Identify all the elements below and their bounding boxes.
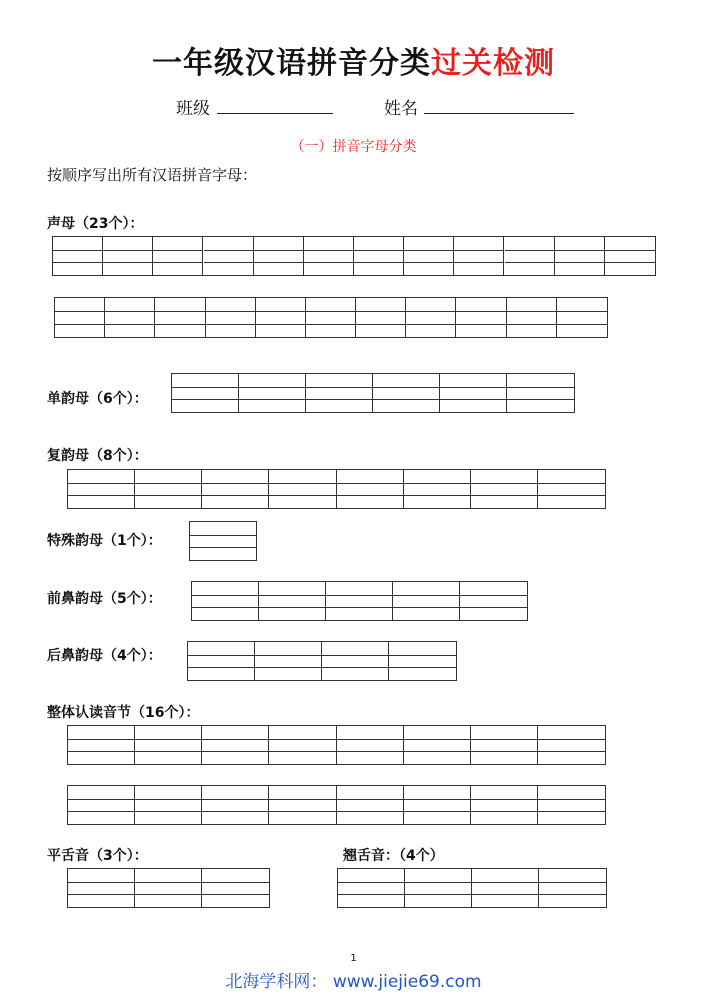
grid-cell[interactable] [135, 786, 202, 824]
grid-cell[interactable] [555, 237, 605, 275]
grid-cell[interactable] [202, 786, 269, 824]
grid-cell[interactable] [507, 298, 557, 337]
grid-cell[interactable] [337, 726, 404, 764]
grid-cell[interactable] [322, 642, 389, 680]
class-blank[interactable] [217, 113, 333, 114]
grid-cell[interactable] [202, 470, 269, 508]
grid-cell[interactable] [255, 642, 322, 680]
grid-cell[interactable] [105, 298, 155, 337]
grid-cell[interactable] [239, 374, 306, 412]
grid-cell[interactable] [472, 869, 539, 907]
label-shengmu: 声母（23个）： [47, 216, 144, 232]
grid-cell[interactable] [393, 582, 460, 620]
grid-cell[interactable] [256, 298, 306, 337]
grid-cell[interactable] [204, 237, 254, 275]
grid-cell[interactable] [471, 786, 538, 824]
grid-cell[interactable] [471, 726, 538, 764]
grid-cell[interactable] [338, 869, 405, 907]
grid-cell[interactable] [206, 298, 256, 337]
title-highlight: 过关检测 [431, 46, 555, 81]
grid-cell[interactable] [103, 237, 153, 275]
grid-cell[interactable] [135, 470, 202, 508]
grid-cell[interactable] [404, 786, 471, 824]
grid-cell[interactable] [254, 237, 304, 275]
label-pingshe: 平舌音（3个）： [47, 848, 148, 864]
grid-cell[interactable] [326, 582, 393, 620]
grid-cell[interactable] [373, 374, 440, 412]
writing-grid-teshu-yunmu[interactable] [189, 521, 257, 561]
grid-cell[interactable] [306, 374, 373, 412]
grid-cell[interactable] [507, 374, 574, 412]
grid-cell[interactable] [356, 298, 406, 337]
writing-grid-dan-yunmu[interactable] [171, 373, 575, 413]
grid-cell[interactable] [155, 298, 205, 337]
grid-cell[interactable] [269, 726, 336, 764]
grid-cell[interactable] [172, 374, 239, 412]
grid-cell[interactable] [354, 237, 404, 275]
grid-cell[interactable] [404, 726, 471, 764]
section-title: （一）拼音字母分类 [290, 139, 417, 155]
grid-cell[interactable] [153, 237, 203, 275]
grid-cell[interactable] [306, 298, 356, 337]
page-title [0, 38, 707, 82]
grid-cell[interactable] [539, 869, 606, 907]
writing-grid-fu-yunmu[interactable] [67, 469, 606, 509]
writing-grid-zhengti-row2[interactable] [67, 785, 606, 825]
grid-cell[interactable] [188, 642, 255, 680]
grid-cell[interactable] [404, 237, 454, 275]
label-dan-yunmu: 单韵母（6个）： [47, 391, 148, 407]
grid-cell[interactable] [135, 726, 202, 764]
grid-cell[interactable] [202, 726, 269, 764]
grid-cell[interactable] [454, 237, 504, 275]
label-zhengti-rendu: 整体认读音节（16个）： [47, 705, 200, 721]
label-houbi-yunmu: 后鼻韵母（4个）： [47, 648, 162, 664]
grid-cell[interactable] [404, 470, 471, 508]
grid-cell[interactable] [269, 470, 336, 508]
grid-cell[interactable] [68, 786, 135, 824]
label-fu-yunmu: 复韵母（8个）： [47, 448, 148, 464]
grid-cell[interactable] [460, 582, 527, 620]
grid-cell[interactable] [538, 786, 605, 824]
footer-watermark: 北海学科网： www.jiejie69.com [225, 972, 482, 992]
grid-cell[interactable] [440, 374, 507, 412]
grid-cell[interactable] [456, 298, 506, 337]
label-qianbi-yunmu: 前鼻韵母（5个）： [47, 591, 162, 607]
grid-cell[interactable] [269, 786, 336, 824]
instruction: 按顺序写出所有汉语拼音字母： [47, 166, 258, 184]
writing-grid-pingshe[interactable] [67, 868, 270, 908]
label-qiaoshe: 翘舌音：（4个） [343, 848, 444, 864]
name-blank[interactable] [424, 113, 574, 114]
writing-grid-qianbi-yunmu[interactable] [191, 581, 528, 621]
grid-cell[interactable] [259, 582, 326, 620]
grid-cell[interactable] [389, 642, 456, 680]
grid-cell[interactable] [190, 522, 256, 560]
grid-cell[interactable] [337, 786, 404, 824]
grid-cell[interactable] [337, 470, 404, 508]
grid-cell[interactable] [135, 869, 202, 907]
grid-cell[interactable] [538, 726, 605, 764]
title-main: 一年级汉语拼音分类 [152, 46, 431, 81]
grid-cell[interactable] [557, 298, 607, 337]
writing-grid-zhengti-row1[interactable] [67, 725, 606, 765]
page-number: 1 [350, 953, 357, 964]
writing-grid-houbi-yunmu[interactable] [187, 641, 457, 681]
name-label: 姓名 [384, 99, 418, 119]
grid-cell[interactable] [406, 298, 456, 337]
grid-cell[interactable] [192, 582, 259, 620]
grid-cell[interactable] [68, 726, 135, 764]
writing-grid-shengmu-row1[interactable] [52, 236, 656, 276]
grid-cell[interactable] [304, 237, 354, 275]
writing-grid-qiaoshe[interactable] [337, 868, 607, 908]
grid-cell[interactable] [505, 237, 555, 275]
grid-cell[interactable] [68, 869, 135, 907]
grid-cell[interactable] [405, 869, 472, 907]
grid-cell[interactable] [53, 237, 103, 275]
grid-cell[interactable] [68, 470, 135, 508]
grid-cell[interactable] [202, 869, 269, 907]
grid-cell[interactable] [538, 470, 605, 508]
grid-cell[interactable] [55, 298, 105, 337]
grid-cell[interactable] [605, 237, 655, 275]
label-teshu-yunmu: 特殊韵母（1个）： [47, 533, 162, 549]
grid-cell[interactable] [471, 470, 538, 508]
writing-grid-shengmu-row2[interactable] [54, 297, 608, 338]
class-label: 班级 [176, 99, 210, 119]
